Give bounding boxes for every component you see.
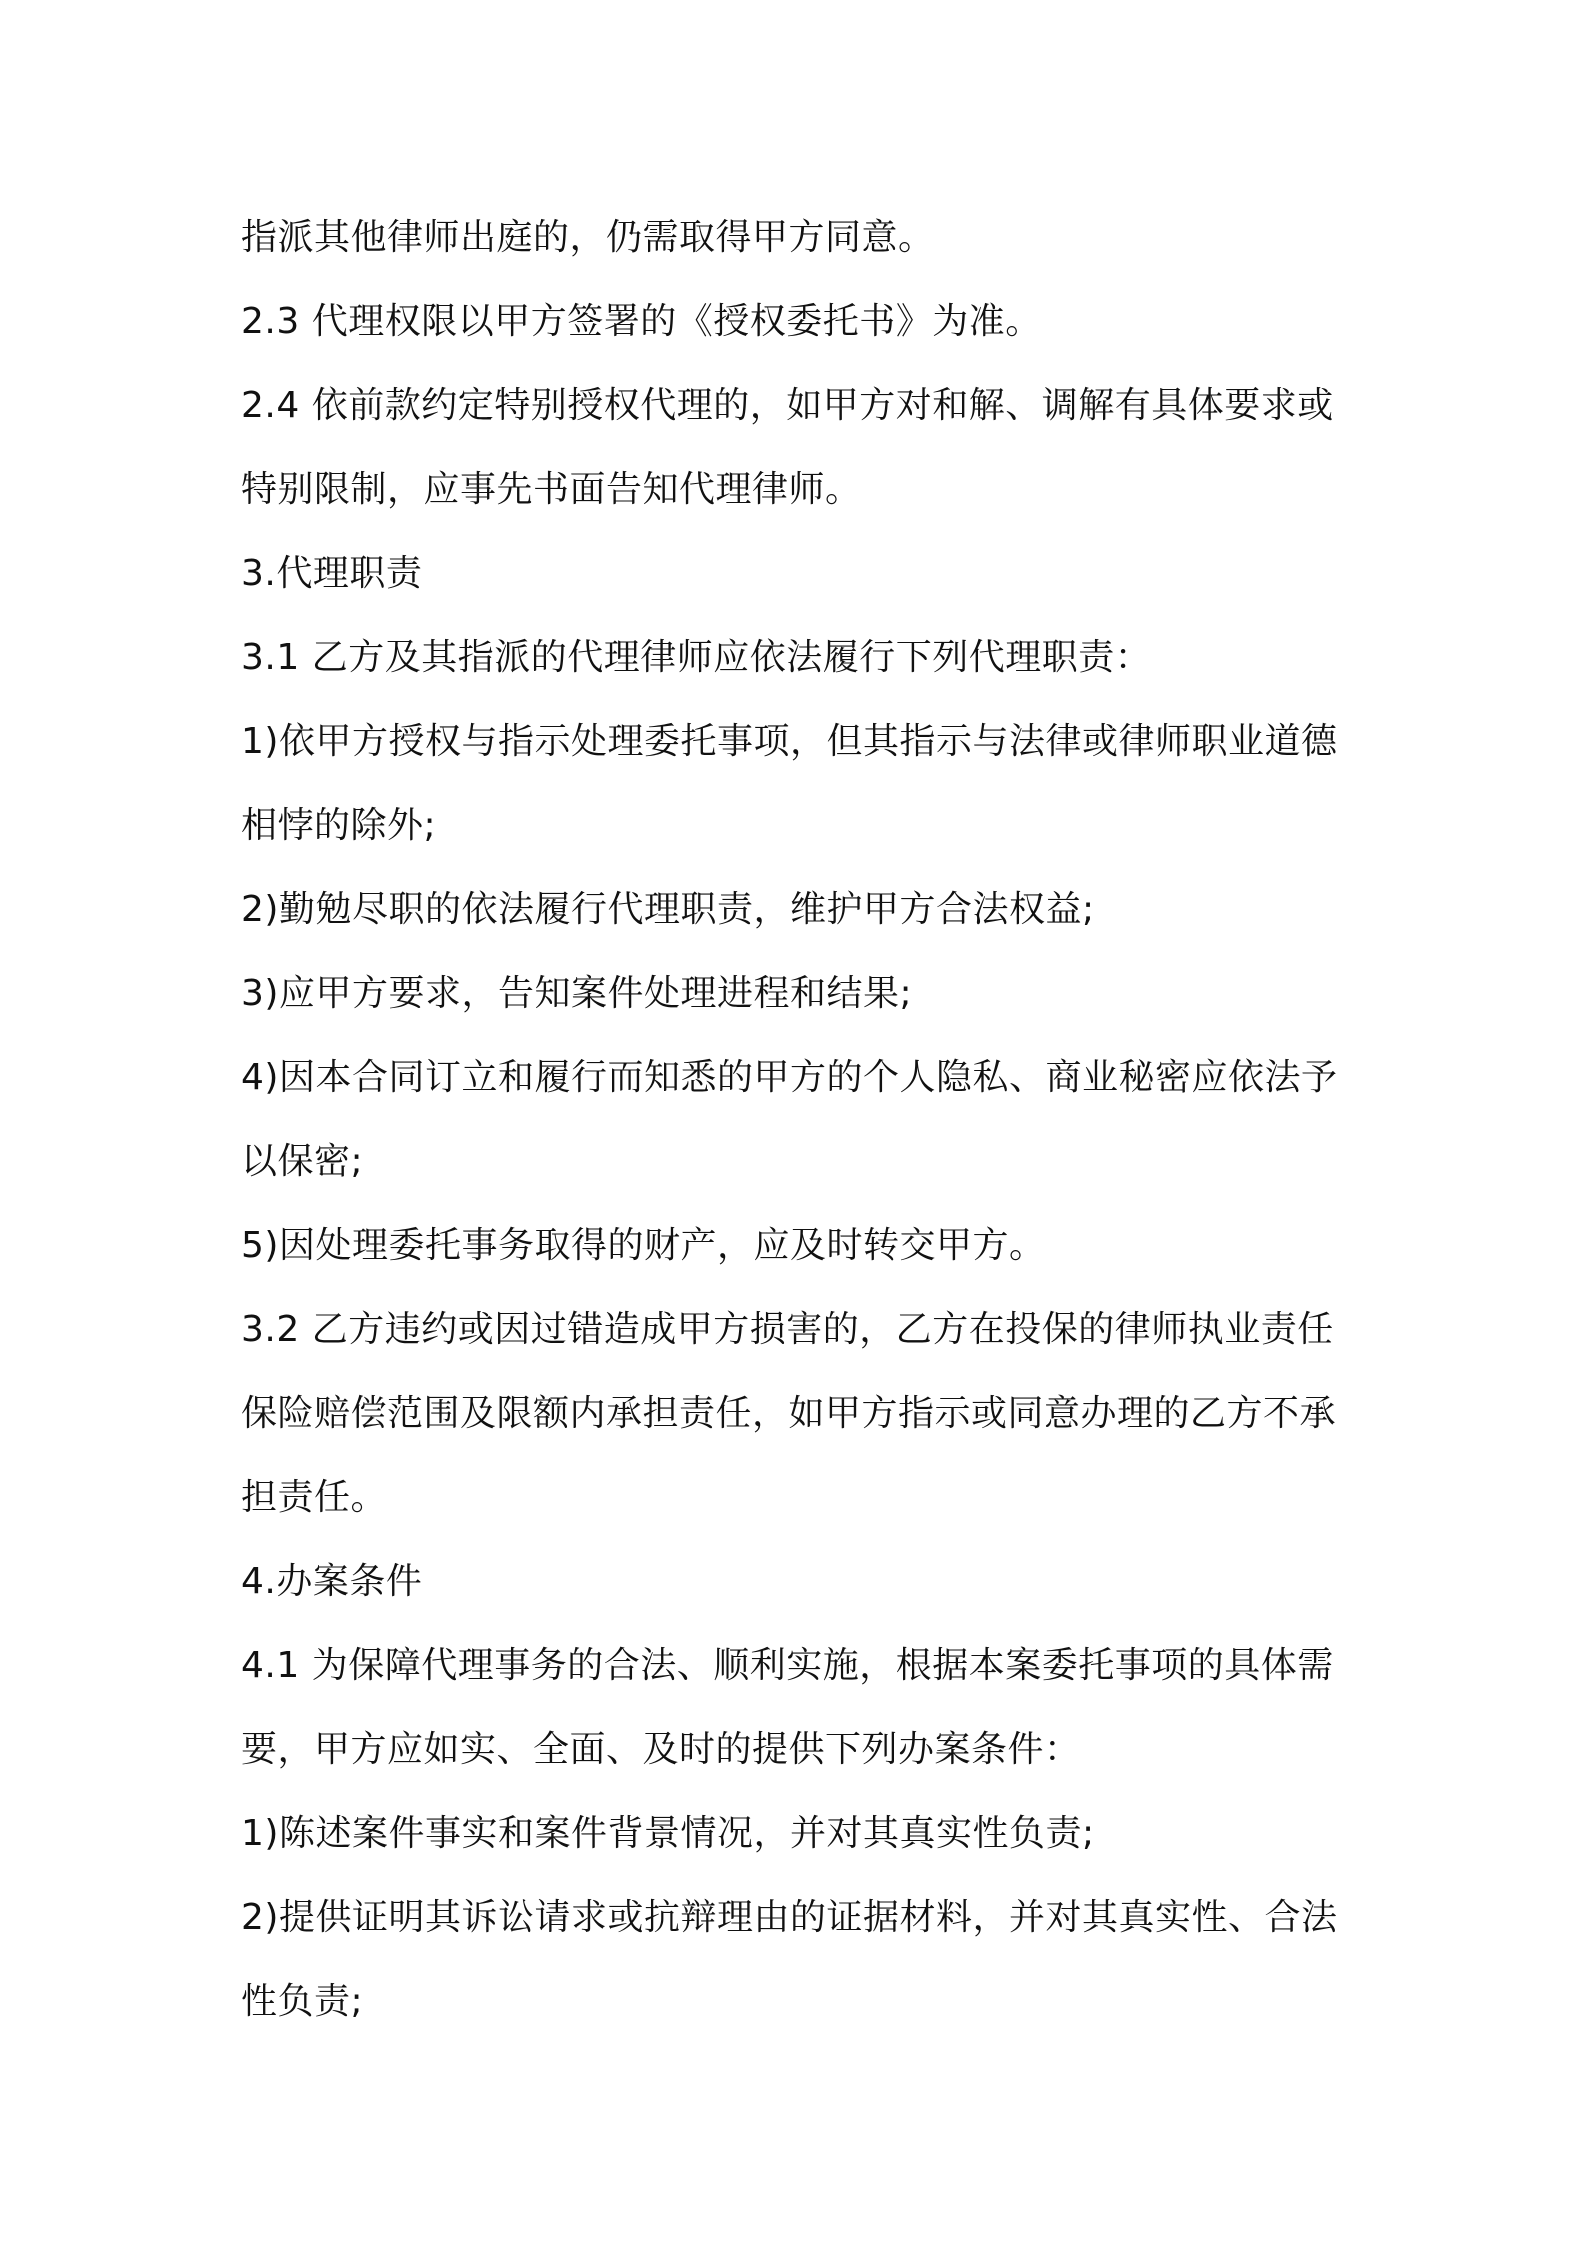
text-line: 3.1 乙方及其指派的代理律师应依法履行下列代理职责： <box>241 637 1152 678</box>
text-line: 性负责; <box>241 1981 364 2022</box>
list-item: 2)勤勉尽职的依法履行代理职责，维护甲方合法权益; <box>241 889 1095 930</box>
list-item: 3)应甲方要求，告知案件处理进程和结果; <box>241 973 913 1014</box>
list-item: 2)提供证明其诉讼请求或抗辩理由的证据材料，并对其真实性、合法 <box>241 1897 1338 1938</box>
list-item: 1)依甲方授权与指示处理委托事项，但其指示与法律或律师职业道德 <box>241 721 1338 762</box>
text-line: 相悖的除外; <box>241 805 437 846</box>
text-line: 要，甲方应如实、全面、及时的提供下列办案条件： <box>241 1729 1081 1770</box>
text-line: 4.1 为保障代理事务的合法、顺利实施，根据本案委托事项的具体需 <box>241 1645 1334 1686</box>
section-heading: 4.办案条件 <box>241 1561 423 1602</box>
list-item: 1)陈述案件事实和案件背景情况，并对其真实性负责; <box>241 1813 1095 1854</box>
text-line: 以保密; <box>241 1141 364 1182</box>
text-line: 3.2 乙方违约或因过错造成甲方损害的，乙方在投保的律师执业责任 <box>241 1309 1334 1350</box>
list-item: 4)因本合同订立和履行而知悉的甲方的个人隐私、商业秘密应依法予 <box>241 1057 1338 1098</box>
text-line: 2.3 代理权限以甲方签署的《授权委托书》为准。 <box>241 301 1042 342</box>
text-line: 2.4 依前款约定特别授权代理的，如甲方对和解、调解有具体要求或 <box>241 385 1334 426</box>
text-line: 保险赔偿范围及限额内承担责任，如甲方指示或同意办理的乙方不承 <box>241 1393 1337 1434</box>
list-item: 5)因处理委托事务取得的财产，应及时转交甲方。 <box>241 1225 1046 1266</box>
section-heading: 3.代理职责 <box>241 553 423 594</box>
document-body <box>241 196 1361 2044</box>
text-line: 担责任。 <box>241 1477 388 1518</box>
text-line: 特别限制，应事先书面告知代理律师。 <box>241 469 862 510</box>
text-line: 指派其他律师出庭的，仍需取得甲方同意。 <box>241 217 935 258</box>
